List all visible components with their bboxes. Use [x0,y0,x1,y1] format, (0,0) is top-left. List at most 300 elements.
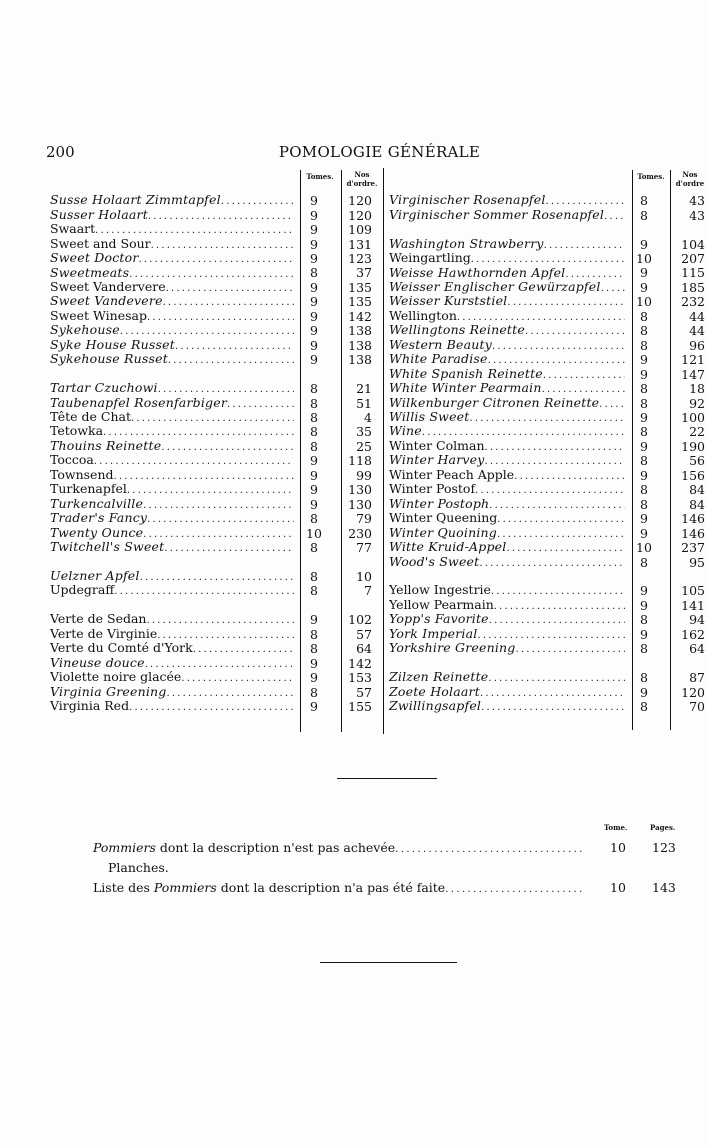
entry-tome: 8 [310,583,318,599]
entry-tome: 8 [640,193,648,209]
entry-number: 141 [681,597,705,613]
index-entry [389,440,705,454]
index-entry [389,194,705,208]
dot-leader [604,208,625,224]
entry-number: 7 [364,583,372,599]
entry-tome: 8 [310,569,318,584]
entry-tome: 8 [310,424,318,440]
entry-name: Thouins Reinette [50,438,162,453]
entry-name: Winter Queening [389,511,498,526]
entry-number: 96 [689,337,705,353]
entry-name: Weisser Kurststiel [389,294,508,309]
entry-name-cell [389,555,625,571]
dot-leader [516,641,625,657]
entry-name: Syke House Russet [50,337,175,352]
entry-number: 57 [356,626,372,642]
left-index-column [50,194,372,714]
appendix-line-1 [93,840,583,855]
index-entry [50,252,372,266]
entry-number: 115 [681,265,705,281]
entry-number: 37 [356,265,372,281]
entry-tome: 9 [640,626,648,642]
entry-number: 142 [348,655,372,671]
entry-name: Sweet Winesap [50,308,147,323]
index-entry [389,526,705,540]
index-entry [50,685,372,699]
appendix-header-pages: Pages. [650,823,676,832]
entry-tome: 8 [310,265,318,281]
entry-tome: 8 [640,207,648,223]
index-entry [50,324,372,338]
index-entry [50,613,372,627]
index-entry [50,570,372,584]
entry-name: Weisser Englischer Gewürzapfel [389,279,601,294]
index-entry [50,425,372,439]
dot-leader [481,699,625,715]
header-ordre-label-right: d'ordre [675,179,705,188]
entry-tome: 9 [310,337,318,353]
entry-tome: 9 [640,265,648,281]
entry-number: 99 [356,467,372,483]
entry-name: Taubenapfel Rosenfarbiger [50,395,227,410]
entry-tome: 8 [310,438,318,454]
appendix-line-3 [93,880,583,895]
entry-tome: 10 [636,540,652,556]
appendix-text: dont la description n'a pas été faite [216,880,446,895]
index-entry [50,526,372,540]
entry-tome: 9 [310,279,318,295]
index-entry [389,411,705,425]
entry-number: 94 [689,612,705,628]
entry-tome: 8 [310,641,318,657]
index-entry [50,700,372,714]
entry-number: 95 [689,554,705,570]
index-entry [389,295,705,309]
index-entry [50,469,372,483]
dot-leader [129,699,294,715]
index-entry [50,498,372,512]
entry-name: White Paradise [389,352,488,367]
entry-name: Winter Colman [389,438,485,453]
entry-tome: 8 [640,308,648,324]
appendix-italic: Pommiers [153,880,217,895]
entry-name: Sweet Vandervere [50,279,166,294]
entry-name: Winter Peach Apple [389,467,515,482]
entry-name: Virginischer Sommer Rosenapfel [389,207,605,222]
entry-number: 56 [689,453,705,469]
index-entry [389,483,705,497]
entry-tome: 9 [640,438,648,454]
entry-number: 120 [681,684,705,700]
blank-row [50,555,372,569]
appendix-text: Liste des [93,880,154,895]
entry-number: 147 [681,366,705,382]
index-entry [389,353,705,367]
entry-number: 43 [689,193,705,209]
entry-tome: 8 [310,395,318,411]
entry-tome: 9 [310,496,318,512]
index-entry [50,237,372,251]
entry-tome: 9 [310,699,318,715]
dot-leader [114,583,294,599]
entry-number: 207 [681,251,705,267]
dot-leader [445,880,583,895]
entry-tome: 8 [310,511,318,527]
entry-tome: 9 [310,467,318,483]
entry-tome: 9 [640,279,648,295]
entry-name: Twitchell's Sweet [50,540,165,555]
entry-name-cell [50,540,294,556]
index-entry [50,353,372,367]
entry-tome: 8 [640,641,648,657]
entry-number: 138 [348,337,372,353]
entry-name: Tetowka [50,424,104,439]
index-entry [50,671,372,685]
entry-number: 44 [689,308,705,324]
entry-number: 79 [356,511,372,527]
entry-name: Washington Strawberry [389,236,544,251]
entry-number: 138 [348,323,372,339]
index-entry [50,223,372,237]
appendix-line-2: Planches. [108,860,169,875]
index-entry [50,382,372,396]
index-entry [389,628,705,642]
entry-name: Wilkenburger Citronen Reinette [389,395,600,410]
entry-number: 25 [356,438,372,454]
index-entry [389,512,705,526]
index-entry [389,281,705,295]
entry-name-cell [50,699,294,715]
entry-number: 162 [681,626,705,642]
entry-name-cell [50,352,294,368]
entry-name: Twenty Ounce [50,525,144,540]
dot-leader [395,840,583,855]
entry-tome: 8 [640,670,648,686]
entry-number: 135 [348,294,372,310]
entry-tome: 9 [310,308,318,324]
index-entry [50,584,372,598]
entry-tome: 9 [640,597,648,613]
header-tomes-right: Tomes. [637,172,665,181]
entry-tome: 9 [310,655,318,671]
entry-number: 18 [689,381,705,397]
entry-number: 146 [681,511,705,527]
entry-name: Sweet and Sour [50,236,151,251]
entry-number: 135 [348,279,372,295]
entry-name: Swaart [50,222,96,237]
entry-name: Toccoa [50,453,94,468]
entry-name: Susse Holaart Zimmtapfel [50,193,221,208]
entry-name: Susser Holaart [50,207,148,222]
index-entry [389,425,705,439]
index-entry [389,584,705,598]
index-entry [389,324,705,338]
entry-number: 64 [689,641,705,657]
entry-number: 142 [348,308,372,324]
entry-tome: 8 [310,684,318,700]
entry-number: 102 [348,612,372,628]
entry-name: Yorkshire Greening [389,641,516,656]
index-entry [389,555,705,569]
appendix-page: 143 [652,880,676,895]
appendix-tome: 10 [610,880,626,895]
header-ordre-label: d'ordre. [346,179,378,188]
entry-name: York Imperial [389,626,478,641]
entry-number: 230 [348,525,372,541]
entry-name: Western Beauty [389,337,493,352]
index-entry [389,367,705,381]
entry-name: Sweet Vandevere [50,294,163,309]
entry-tome: 9 [640,236,648,252]
entry-tome: 8 [640,381,648,397]
entry-number: 77 [356,540,372,556]
header-no: Nos [354,170,370,179]
entry-tome: 8 [640,482,648,498]
entry-number: 4 [364,410,372,426]
entry-name: Virginia Red [50,699,130,714]
index-entry [389,252,705,266]
entry-number: 123 [348,251,372,267]
entry-name: Wellington [389,308,457,323]
entry-number: 51 [356,395,372,411]
entry-number: 120 [348,207,372,223]
entry-number: 84 [689,496,705,512]
entry-name: Yopp's Favorite [389,612,489,627]
index-entry [50,281,372,295]
entry-number: 156 [681,467,705,483]
entry-number: 185 [681,279,705,295]
entry-name: Sykehouse [50,323,120,338]
entry-name: Zwillingsapfel [389,699,482,714]
entry-name: Tartar Czuchowi [50,381,158,396]
index-entry [50,483,372,497]
entry-number: 130 [348,496,372,512]
entry-number: 131 [348,236,372,252]
entry-number: 120 [348,193,372,209]
entry-tome: 9 [310,453,318,469]
entry-tome: 9 [310,207,318,223]
index-entry [50,642,372,656]
entry-tome: 9 [310,193,318,209]
entry-tome: 9 [640,583,648,599]
index-entry [50,628,372,642]
entry-name: Witte Kruid-Appel [389,540,507,555]
entry-tome: 9 [640,684,648,700]
entry-tome: 9 [640,410,648,426]
entry-name: Virginia Greening [50,684,167,699]
entry-tome: 8 [640,395,648,411]
column-rule [383,168,384,734]
entry-number: 84 [689,482,705,498]
entry-name: White Spanish Reinette [389,366,543,381]
entry-number: 43 [689,207,705,223]
entry-tome: 9 [640,366,648,382]
separator-rule [337,778,437,779]
entry-number: 153 [348,670,372,686]
entry-name-cell [50,583,294,599]
entry-name: Weingartling [389,251,471,266]
entry-name: Verte du Comté d'York [50,641,193,656]
entry-tome: 10 [306,525,322,541]
entry-tome: 9 [310,323,318,339]
index-entry [50,411,372,425]
entry-number: 57 [356,684,372,700]
blank-row [389,223,705,237]
index-entry [50,541,372,555]
entry-name: Sykehouse Russet [50,352,168,367]
appendix-page: 123 [652,840,676,855]
entry-tome: 9 [310,251,318,267]
index-entry [389,208,705,222]
right-index-column [389,194,705,714]
entry-tome: 8 [310,626,318,642]
entry-number: 130 [348,482,372,498]
blank-row [50,367,372,381]
appendix-tome: 10 [610,840,626,855]
index-entry [389,613,705,627]
index-entry [389,700,705,714]
header-ordre-right [670,170,707,188]
entry-name: Weisse Hawthornden Apfel [389,265,566,280]
entry-tome: 8 [640,496,648,512]
index-entry [389,541,705,555]
dot-leader [479,555,625,571]
entry-name: Trader's Fancy [50,511,148,526]
appendix-italic: Pommiers [93,840,156,855]
entry-number: 100 [681,410,705,426]
entry-tome: 8 [640,337,648,353]
entry-name: Wood's Sweet [389,554,480,569]
entry-tome: 9 [310,612,318,628]
entry-tome: 8 [640,612,648,628]
index-entry [389,237,705,251]
index-entry [389,310,705,324]
appendix-text: dont la description n'est pas achevée [155,840,396,855]
entry-name: White Winter Pearmain [389,381,542,396]
index-entry [50,512,372,526]
entry-number: 21 [356,381,372,397]
entry-tome: 9 [640,467,648,483]
entry-name: Vineuse douce [50,655,145,670]
entry-name: Sweet Doctor [50,251,139,266]
entry-name: Turkenapfel [50,482,127,497]
entry-number: 22 [689,424,705,440]
entry-name: Virginischer Rosenapfel [389,193,546,208]
entry-name: Violette noire glacée [50,670,182,685]
entry-tome: 8 [640,554,648,570]
entry-number: 105 [681,583,705,599]
index-entry [389,599,705,613]
index-entry [50,266,372,280]
entry-tome: 8 [310,381,318,397]
index-entry [50,208,372,222]
entry-name-cell [389,208,625,224]
entry-name: Turkencalville [50,496,144,511]
entry-name: Updegraff [50,583,115,598]
entry-tome: 8 [640,699,648,715]
header-tomes: Tomes. [306,172,334,181]
entry-name: Willis Sweet [389,410,470,425]
index-entry [389,498,705,512]
entry-name: Winter Quoining [389,525,497,540]
separator-rule [320,962,457,963]
entry-name: Zilzen Reinette [389,670,489,685]
index-entry [389,642,705,656]
index-entry [389,266,705,280]
entry-tome: 9 [640,525,648,541]
entry-tome: 9 [310,222,318,238]
blank-row [389,657,705,671]
index-entry [50,396,372,410]
entry-tome: 8 [640,424,648,440]
entry-number: 10 [356,569,372,584]
entry-tome: 9 [310,236,318,252]
running-title: POMOLOGIE GÉNÉRALE [278,143,481,161]
entry-tome: 9 [640,511,648,527]
entry-name: Wine [389,424,422,439]
index-entry [389,339,705,353]
index-entry [389,382,705,396]
entry-name: Winter Postof [389,482,476,497]
entry-tome: 9 [310,670,318,686]
entry-tome: 8 [640,453,648,469]
entry-tome: 9 [310,482,318,498]
entry-name-cell [389,641,625,657]
entry-tome: 10 [636,251,652,267]
entry-name: Verte de Virginie [50,626,158,641]
index-entry [389,454,705,468]
entry-number: 237 [681,540,705,556]
index-entry [50,339,372,353]
index-entry [50,454,372,468]
index-entry [50,194,372,208]
entry-tome: 9 [310,352,318,368]
entry-tome: 8 [310,540,318,556]
entry-name: Sweetmeats [50,265,130,280]
entry-tome: 9 [640,352,648,368]
entry-name: Yellow Pearmain [389,597,494,612]
index-entry [50,657,372,671]
header-no-right: Nos [682,170,698,179]
entry-number: 121 [681,352,705,368]
entry-tome: 9 [310,294,318,310]
entry-number: 138 [348,352,372,368]
index-entry [389,469,705,483]
entry-number: 109 [348,222,372,238]
header-ordre [341,170,383,188]
entry-tome: 8 [310,410,318,426]
dot-leader [168,352,294,368]
index-entry [389,685,705,699]
index-entry [50,295,372,309]
entry-number: 35 [356,424,372,440]
entry-number: 92 [689,395,705,411]
entry-name: Wellingtons Reinette [389,323,525,338]
dot-leader [164,540,294,556]
entry-name-cell [389,699,625,715]
entry-number: 64 [356,641,372,657]
blank-row [50,599,372,613]
page-number: 200 [46,143,75,161]
entry-number: 155 [348,699,372,715]
entry-name: Tête de Chat [50,410,131,425]
entry-name: Winter Harvey [389,453,485,468]
entry-number: 44 [689,323,705,339]
entry-name: Winter Postoph [389,496,490,511]
entry-name: Verte de Sedan [50,612,147,627]
entry-number: 146 [681,525,705,541]
entry-number: 118 [348,453,372,469]
